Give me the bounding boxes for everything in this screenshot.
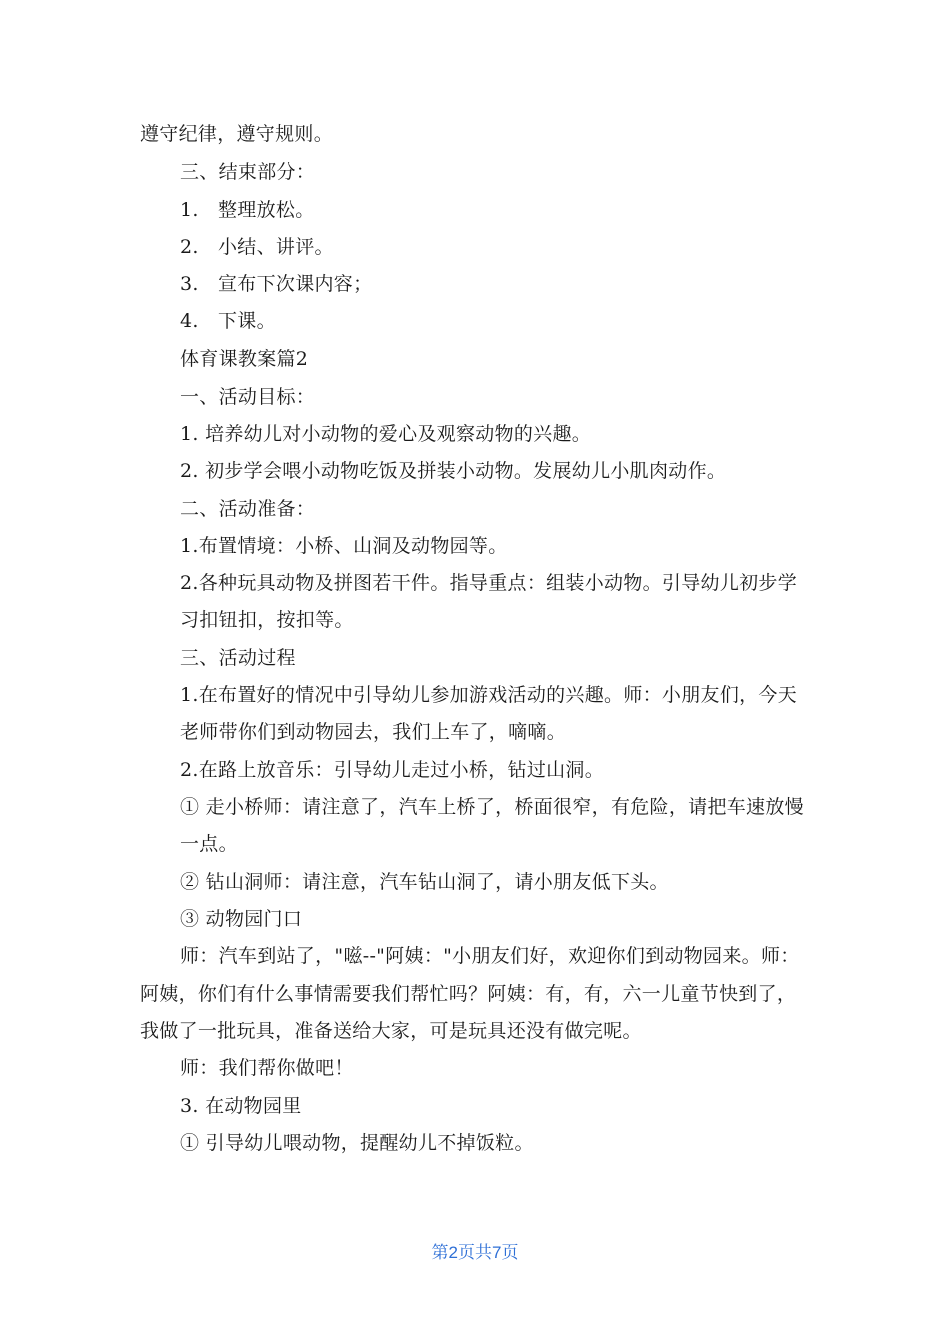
list-item-text: 整理放松。 [218, 199, 315, 221]
list-item [180, 308, 276, 334]
list-item-text: 下课。 [218, 310, 276, 332]
list-item [180, 197, 315, 223]
list-item-text: 宣布下次课内容； [218, 273, 373, 295]
text-line: 阿姨，你们有什么事情需要我们帮忙吗？阿姨：有，有，六一儿童节快到了， [140, 983, 797, 1005]
text-line: 1.在布置好的情况中引导幼儿参加游戏活动的兴趣。师：小朋友们，今天 [180, 684, 798, 706]
section-heading: 一、活动目标： [180, 386, 316, 408]
text-line: 遵守纪律，遵守规则。 [140, 123, 334, 145]
page-number-footer: 第2页共7页 [431, 1243, 519, 1262]
text-line: ② 钻山洞师：请注意，汽车钻山洞了，请小朋友低下头。 [180, 871, 669, 893]
list-item-text: 小结、讲评。 [218, 236, 334, 258]
list-number: 4. [180, 310, 199, 332]
text-line: 老师带你们到动物园去，我们上车了，嘀嘀。 [180, 721, 567, 743]
text-line: ③ 动物园门口 [180, 908, 303, 930]
text-line: 2. 初步学会喂小动物吃饭及拼装小动物。发展幼儿小肌肉动作。 [180, 460, 727, 482]
list-item [180, 234, 334, 260]
text-line: 一点。 [180, 833, 238, 855]
document-subtitle: 体育课教案篇2 [180, 348, 309, 370]
text-line: 2.各种玩具动物及拼图若干件。指导重点：组装小动物。引导幼儿初步学 [180, 572, 798, 594]
text-line: 3. 在动物园里 [180, 1095, 302, 1117]
text-line: 师：汽车到站了，"嗞--"阿姨："小朋友们好，欢迎你们到动物园来。师： [180, 945, 800, 967]
text-line: ① 走小桥师：请注意了，汽车上桥了，桥面很窄，有危险，请把车速放慢 [180, 796, 804, 818]
list-number: 2. [180, 236, 199, 258]
text-line: 师：我们帮你做吧！ [180, 1057, 354, 1079]
text-line: 2.在路上放音乐：引导幼儿走过小桥，钻过山洞。 [180, 759, 605, 781]
section-heading: 三、活动过程 [180, 647, 296, 669]
text-line: 我做了一批玩具，准备送给大家，可是玩具还没有做完呢。 [140, 1020, 642, 1042]
section-heading: 二、活动准备： [180, 498, 316, 520]
text-line: 1.布置情境：小桥、山洞及动物园等。 [180, 535, 508, 557]
text-line: 1. 培养幼儿对小动物的爱心及观察动物的兴趣。 [180, 423, 592, 445]
section-heading: 三、结束部分： [180, 161, 316, 183]
list-number: 1. [180, 199, 199, 221]
text-line: ① 引导幼儿喂动物，提醒幼儿不掉饭粒。 [180, 1132, 534, 1154]
list-item [180, 271, 372, 297]
list-number: 3. [180, 273, 199, 295]
text-line: 习扣钮扣，按扣等。 [180, 609, 354, 631]
